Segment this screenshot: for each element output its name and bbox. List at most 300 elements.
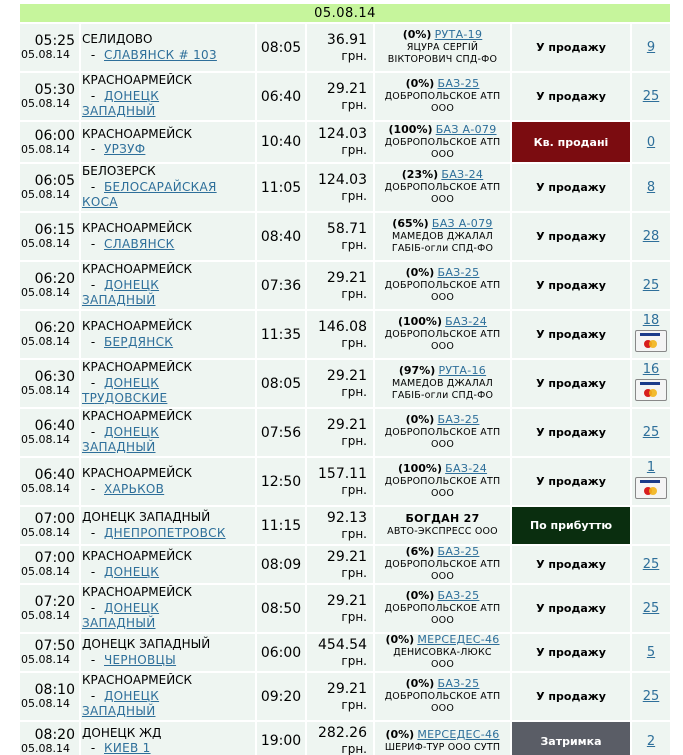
seats-cell [632, 546, 670, 583]
departure-time: 06:40 [34, 467, 75, 483]
occupancy-percent: (0%) [385, 634, 415, 646]
departures-table [18, 2, 672, 755]
occupancy-percent: (0%) [405, 266, 435, 279]
route-destination-link-line2[interactable]: ЗАПАДНЫЙ [82, 104, 156, 119]
departure-date: 05.08.14 [21, 526, 70, 539]
route-destination-link[interactable]: ДОНЕЦК [104, 375, 160, 390]
route-dash: - [90, 47, 96, 62]
free-seats-link[interactable]: 0 [646, 134, 656, 150]
departure-cell [20, 722, 79, 755]
route-destination-link-line2[interactable]: ЗАПАДНЫЙ [82, 293, 156, 308]
route-destination-link[interactable]: ДОНЕЦК [104, 600, 160, 615]
route-origin: БЕЛОЗЕРСК [82, 164, 156, 179]
price-currency: грн. [341, 48, 367, 63]
occupancy-percent: (0%) [385, 727, 415, 741]
seats-cell [632, 409, 670, 456]
route-destination-link[interactable]: ДОНЕЦК [104, 424, 160, 439]
carrier-cell [375, 24, 510, 71]
price-currency: грн. [341, 526, 367, 541]
carrier-cell [375, 673, 510, 720]
price-value: 36.91 [326, 31, 367, 48]
free-seats-link[interactable]: 25 [642, 601, 660, 616]
departure-date: 05.08.14 [21, 48, 70, 61]
price-currency: грн. [341, 237, 367, 252]
arrival-time: 11:05 [257, 164, 305, 211]
sale-status: У продажу [512, 585, 630, 632]
seats-cell [632, 673, 670, 720]
carrier-name: ШЕРИФ-ТУР ООО СУТП [384, 741, 501, 753]
departure-time: 07:00 [34, 511, 75, 527]
departure-date: 05.08.14 [21, 433, 70, 446]
departure-cell [20, 213, 79, 260]
route-dash: - [90, 481, 96, 496]
departure-time: 07:20 [34, 594, 75, 610]
price-currency: грн. [341, 609, 367, 624]
sale-status: У продажу [512, 213, 630, 260]
trip-row [20, 585, 670, 632]
trip-row [20, 507, 670, 544]
seats-cell [632, 164, 670, 211]
occupancy-percent: (65%) [392, 217, 429, 230]
departure-date: 05.08.14 [21, 565, 70, 578]
seats-cell [632, 122, 670, 162]
route-dash: - [90, 741, 96, 755]
seats-cell [632, 213, 670, 260]
carrier-name-line2: ООО [430, 615, 455, 626]
carrier-name: ДОБРОПОЛЬСКОЕ АТП [384, 427, 501, 438]
departure-cell [20, 360, 79, 407]
seats-cell [632, 311, 670, 358]
carrier-name: ДЕНИСОВКА-ЛЮКС [393, 647, 492, 658]
route-destination-link[interactable]: ДОНЕЦК [104, 277, 160, 292]
price-value: 157.11 [318, 465, 367, 482]
price-currency: грн. [341, 143, 367, 157]
route-destination-link[interactable]: ХАРЬКОВ [104, 481, 165, 496]
route-destination-link-line2[interactable]: ЗАПАДНЫЙ [82, 616, 156, 631]
route-origin: СЕЛИДОВО [82, 32, 153, 46]
route-dash: - [90, 88, 96, 103]
bus-model-link[interactable]: БАЗ-24 [445, 462, 488, 475]
departure-date: 05.08.14 [21, 188, 70, 201]
carrier-name-line2: ООО [430, 659, 455, 670]
route-destination-link[interactable]: КИЕВ 1 [104, 741, 151, 755]
price-cell [307, 546, 373, 583]
occupancy-percent: (100%) [397, 462, 442, 475]
departure-date: 05.08.14 [21, 335, 70, 348]
route-origin: ДОНЕЦК ЗАПАДНЫЙ [82, 510, 211, 524]
occupancy-percent: (0%) [405, 589, 435, 602]
carrier-name: МАМЕДОВ ДЖАЛАЛ [391, 378, 494, 389]
route-origin: КРАСНОАРМЕЙСК [82, 360, 193, 375]
free-seats-link[interactable]: 1 [646, 460, 656, 475]
seats-cell [632, 507, 670, 544]
route-origin: ДОНЕЦК ЖД [82, 725, 162, 740]
departure-date: 05.08.14 [21, 609, 70, 622]
arrival-time: 06:00 [257, 634, 305, 671]
carrier-cell [375, 311, 510, 358]
date-header-row [20, 4, 670, 22]
price-value: 58.71 [326, 220, 367, 237]
departure-time: 06:15 [34, 222, 75, 238]
bus-model-link[interactable]: БАЗ-25 [437, 266, 480, 279]
route-origin: КРАСНОАРМЕЙСК [82, 319, 193, 333]
free-seats-link[interactable]: 25 [642, 278, 660, 293]
carrier-cell [375, 634, 510, 671]
route-cell [81, 546, 255, 583]
departure-time: 06:20 [34, 320, 75, 336]
price-value: 29.21 [326, 80, 367, 97]
departure-time: 06:05 [34, 173, 75, 189]
route-origin: КРАСНОАРМЕЙСК [82, 409, 193, 424]
route-cell [81, 213, 255, 260]
price-currency: грн. [341, 697, 367, 712]
carrier-cell [375, 546, 510, 583]
sale-status: По прибуттю [512, 507, 630, 544]
occupancy-percent: (6%) [405, 546, 435, 558]
bus-model-link[interactable]: БАЗ-25 [437, 546, 480, 558]
departure-cell [20, 458, 79, 505]
bus-model-link[interactable]: БОГДАН 27 [405, 512, 480, 525]
departure-date: 05.08.14 [21, 97, 70, 110]
carrier-name-line2: ВІКТОРОВИЧ СПД-ФО [387, 54, 498, 65]
price-cell [307, 507, 373, 544]
occupancy-percent: (100%) [397, 315, 442, 328]
price-value: 146.08 [318, 318, 367, 335]
carrier-name: ДОБРОПОЛЬСКОЕ АТП [384, 182, 501, 193]
carrier-name-line2: ООО [430, 103, 455, 114]
departure-time: 07:00 [34, 550, 75, 566]
payment-card-icon[interactable] [635, 330, 667, 352]
route-destination-link[interactable]: ЧЕРНОВЦЫ [104, 652, 177, 667]
arrival-time: 07:56 [257, 409, 305, 456]
departure-date: 05.08.14 [21, 286, 70, 299]
sale-status: У продажу [512, 73, 630, 120]
price-value: 29.21 [326, 367, 367, 384]
departure-cell [20, 507, 79, 544]
departure-time: 06:00 [34, 127, 75, 144]
arrival-time: 08:09 [257, 546, 305, 583]
sale-status: Затримка [512, 722, 630, 755]
departure-cell [20, 585, 79, 632]
route-destination-link-line2[interactable]: КОСА [82, 195, 118, 210]
departure-time: 08:20 [34, 726, 75, 743]
carrier-name-line2: ООО [430, 341, 455, 352]
sale-status: У продажу [512, 311, 630, 358]
price-cell [307, 673, 373, 720]
price-currency: грн. [341, 482, 367, 497]
arrival-time: 08:50 [257, 585, 305, 632]
occupancy-percent: (0%) [405, 77, 435, 90]
carrier-name-line2: ООО [430, 488, 455, 499]
sale-status: У продажу [512, 360, 630, 407]
departure-date: 05.08.14 [21, 697, 70, 710]
route-origin: КРАСНОАРМЕЙСК [82, 262, 193, 277]
arrival-time: 08:40 [257, 213, 305, 260]
carrier-name: ДОБРОПОЛЬСКОЕ АТП [384, 691, 501, 702]
route-cell [81, 634, 255, 671]
carrier-cell [375, 458, 510, 505]
sale-status: У продажу [512, 409, 630, 456]
route-dash: - [90, 375, 96, 390]
arrival-time: 12:50 [257, 458, 305, 505]
price-value: 29.21 [326, 269, 367, 286]
price-cell [307, 164, 373, 211]
carrier-cell [375, 73, 510, 120]
price-cell [307, 634, 373, 671]
arrival-time: 06:40 [257, 73, 305, 120]
route-cell [81, 585, 255, 632]
departure-date: 05.08.14 [21, 384, 70, 397]
route-cell [81, 722, 255, 755]
seats-cell [632, 634, 670, 671]
route-destination-link[interactable]: ДОНЕЦК [104, 688, 160, 703]
route-dash: - [90, 142, 96, 156]
route-cell [81, 507, 255, 544]
departure-time: 08:10 [34, 682, 75, 698]
departure-date: 05.08.14 [21, 142, 70, 156]
route-dash: - [90, 334, 96, 349]
route-origin: КРАСНОАРМЕЙСК [82, 126, 193, 141]
carrier-name: ДОБРОПОЛЬСКОЕ АТП [384, 136, 501, 148]
carrier-name-line2: ООО [430, 703, 455, 714]
price-currency: грн. [341, 653, 367, 668]
trip-row [20, 722, 670, 755]
bus-model-link[interactable]: БАЗ А-079 [435, 122, 497, 136]
arrival-time: 11:15 [257, 507, 305, 544]
seats-cell [632, 585, 670, 632]
route-cell [81, 73, 255, 120]
price-currency: грн. [341, 433, 367, 448]
route-dash: - [90, 179, 96, 194]
trip-row [20, 262, 670, 309]
free-seats-link[interactable]: 28 [642, 229, 660, 244]
trip-row [20, 409, 670, 456]
price-value: 282.26 [318, 725, 367, 741]
route-destination-link[interactable]: УРЗУФ [104, 142, 146, 156]
departure-cell [20, 24, 79, 71]
carrier-cell [375, 722, 510, 755]
price-cell [307, 458, 373, 505]
price-currency: грн. [341, 742, 367, 755]
route-origin: КРАСНОАРМЕЙСК [82, 466, 193, 480]
trip-row [20, 673, 670, 720]
bus-model-link[interactable]: БАЗ-24 [445, 315, 488, 328]
departure-date: 05.08.14 [21, 237, 70, 250]
trip-row [20, 164, 670, 211]
price-currency: грн. [341, 384, 367, 399]
carrier-name: ДОБРОПОЛЬСКОЕ АТП [384, 280, 501, 291]
bus-model-link[interactable]: БАЗ-25 [437, 413, 480, 426]
free-seats-link[interactable]: 25 [642, 89, 660, 104]
date-header: 05.08.14 [20, 4, 670, 22]
carrier-cell [375, 409, 510, 456]
route-dash: - [90, 277, 96, 292]
carrier-name-line2: ООО [430, 292, 455, 303]
route-origin: КРАСНОАРМЕЙСК [82, 585, 193, 600]
occupancy-percent: (100%) [388, 122, 433, 136]
departure-time: 06:30 [34, 369, 75, 385]
carrier-cell [375, 164, 510, 211]
price-cell [307, 24, 373, 71]
route-destination-link[interactable]: СЛАВЯНСК # 103 [104, 47, 217, 62]
departure-cell [20, 164, 79, 211]
price-currency: грн. [341, 335, 367, 350]
departure-time: 05:30 [34, 82, 75, 98]
departure-date: 05.08.14 [21, 741, 70, 755]
arrival-time: 10:40 [257, 122, 305, 162]
carrier-cell [375, 262, 510, 309]
free-seats-link[interactable]: 8 [646, 180, 656, 195]
departure-cell [20, 122, 79, 162]
route-destination-link[interactable]: БЕРДЯНСК [104, 334, 174, 349]
departure-cell [20, 73, 79, 120]
route-destination-link[interactable]: БЕЛОСАРАЙСКАЯ [104, 179, 217, 194]
route-destination-link[interactable]: ДОНЕЦК [104, 88, 160, 103]
free-seats-link[interactable]: 2 [646, 733, 656, 749]
price-value: 29.21 [326, 548, 367, 565]
free-seats-link[interactable]: 9 [646, 40, 656, 55]
price-currency: грн. [341, 565, 367, 580]
occupancy-percent: (23%) [401, 168, 439, 181]
sale-status: У продажу [512, 164, 630, 211]
price-cell [307, 585, 373, 632]
route-dash: - [90, 564, 96, 579]
carrier-name-line2: ООО [430, 148, 455, 160]
arrival-time: 19:00 [257, 722, 305, 755]
occupancy-percent: (97%) [398, 364, 436, 377]
trip-row [20, 311, 670, 358]
carrier-name: АВТО-ЭКСПРЕСС ООО [387, 526, 498, 537]
carrier-name: МАМЕДОВ ДЖАЛАЛ [391, 231, 494, 242]
bus-model-link[interactable]: БАЗ А-079 [431, 217, 493, 230]
route-destination-link-line2[interactable]: ЗАПАДНЫЙ [82, 704, 156, 719]
carrier-name: ДОБРОПОЛЬСКОЕ АТП [384, 559, 501, 570]
route-origin: КРАСНОАРМЕЙСК [82, 221, 193, 235]
seats-cell [632, 360, 670, 407]
price-value: 454.54 [318, 636, 367, 653]
sale-status: У продажу [512, 458, 630, 505]
price-value: 124.03 [318, 171, 367, 188]
departure-cell [20, 262, 79, 309]
price-cell [307, 722, 373, 755]
sale-status: У продажу [512, 24, 630, 71]
route-dash: - [90, 424, 96, 439]
seats-cell [632, 24, 670, 71]
bus-model-link[interactable]: РУТА-16 [438, 364, 487, 377]
occupancy-percent: (0%) [405, 413, 435, 426]
departure-cell [20, 311, 79, 358]
price-cell [307, 409, 373, 456]
route-origin: КРАСНОАРМЕЙСК [82, 73, 193, 88]
route-destination-link-line2[interactable]: ТРУДОВСКИЕ [82, 391, 168, 406]
price-cell [307, 122, 373, 162]
sale-status: У продажу [512, 546, 630, 583]
route-origin: КРАСНОАРМЕЙСК [82, 673, 193, 688]
carrier-name-line2: ООО [430, 571, 455, 582]
carrier-name: ДОБРОПОЛЬСКОЕ АТП [384, 603, 501, 614]
bus-model-link[interactable]: БАЗ-24 [441, 168, 484, 181]
route-cell [81, 122, 255, 162]
carrier-name-line2: ООО [430, 439, 455, 450]
bus-model-link[interactable]: БАЗ-25 [437, 677, 480, 690]
route-destination-link[interactable]: СЛАВЯНСК [104, 236, 175, 251]
price-cell [307, 360, 373, 407]
departure-time: 05:25 [34, 33, 75, 49]
departure-date: 05.08.14 [21, 653, 70, 666]
free-seats-link[interactable]: 25 [642, 425, 660, 440]
price-value: 29.21 [326, 680, 367, 697]
carrier-name: ДОБРОПОЛЬСКОЕ АТП [384, 476, 501, 487]
trip-row [20, 213, 670, 260]
carrier-name: ЯЦУРА СЕРГІЙ [406, 42, 479, 53]
free-seats-link[interactable]: 5 [646, 645, 656, 660]
bus-model-link[interactable]: БАЗ-25 [437, 589, 480, 602]
occupancy-percent: (0%) [405, 677, 435, 690]
arrival-time: 07:36 [257, 262, 305, 309]
price-cell [307, 73, 373, 120]
route-destination-link[interactable]: ДНЕПРОПЕТРОВСК [104, 525, 226, 540]
route-cell [81, 164, 255, 211]
price-value: 29.21 [326, 416, 367, 433]
carrier-name-line2: ГАБІБ-огли СПД-ФО [391, 390, 494, 401]
bus-model-link[interactable]: РУТА-19 [434, 28, 483, 41]
seats-cell [632, 73, 670, 120]
price-currency: грн. [341, 286, 367, 301]
bus-model-link[interactable]: МЕРСЕДЕС-46 [417, 634, 500, 646]
route-dash: - [90, 652, 96, 667]
carrier-cell [375, 360, 510, 407]
price-currency: грн. [341, 188, 367, 203]
arrival-time: 09:20 [257, 673, 305, 720]
free-seats-link[interactable]: 18 [642, 313, 660, 328]
free-seats-link[interactable]: 25 [642, 689, 660, 704]
route-origin: ДОНЕЦК ЗАПАДНЫЙ [82, 637, 211, 651]
payment-card-icon[interactable] [635, 379, 667, 401]
price-cell [307, 311, 373, 358]
departure-cell [20, 673, 79, 720]
payment-card-icon[interactable] [635, 477, 667, 499]
seats-cell [632, 458, 670, 505]
sale-status: У продажу [512, 262, 630, 309]
route-destination-link[interactable]: ДОНЕЦК [104, 564, 160, 579]
departure-date: 05.08.14 [21, 482, 70, 495]
free-seats-link[interactable]: 16 [642, 362, 660, 377]
departure-cell [20, 634, 79, 671]
trip-row [20, 24, 670, 71]
price-value: 29.21 [326, 592, 367, 609]
carrier-cell [375, 585, 510, 632]
route-cell [81, 673, 255, 720]
price-currency: грн. [341, 97, 367, 112]
departure-time: 06:40 [34, 418, 75, 434]
carrier-cell [375, 122, 510, 162]
carrier-name-line2: ООО [430, 194, 455, 205]
price-value: 92.13 [326, 509, 367, 526]
route-cell [81, 262, 255, 309]
route-origin: КРАСНОАРМЕЙСК [82, 549, 193, 563]
departure-cell [20, 409, 79, 456]
arrival-time: 08:05 [257, 24, 305, 71]
route-cell [81, 311, 255, 358]
carrier-cell [375, 213, 510, 260]
free-seats-link[interactable]: 25 [642, 557, 660, 572]
route-cell [81, 24, 255, 71]
occupancy-percent: (0%) [402, 28, 432, 41]
bus-model-link[interactable]: МЕРСЕДЕС-46 [417, 727, 500, 741]
bus-model-link[interactable]: БАЗ-25 [437, 77, 480, 90]
trip-row [20, 546, 670, 583]
route-destination-link-line2[interactable]: ЗАПАДНЫЙ [82, 440, 156, 455]
